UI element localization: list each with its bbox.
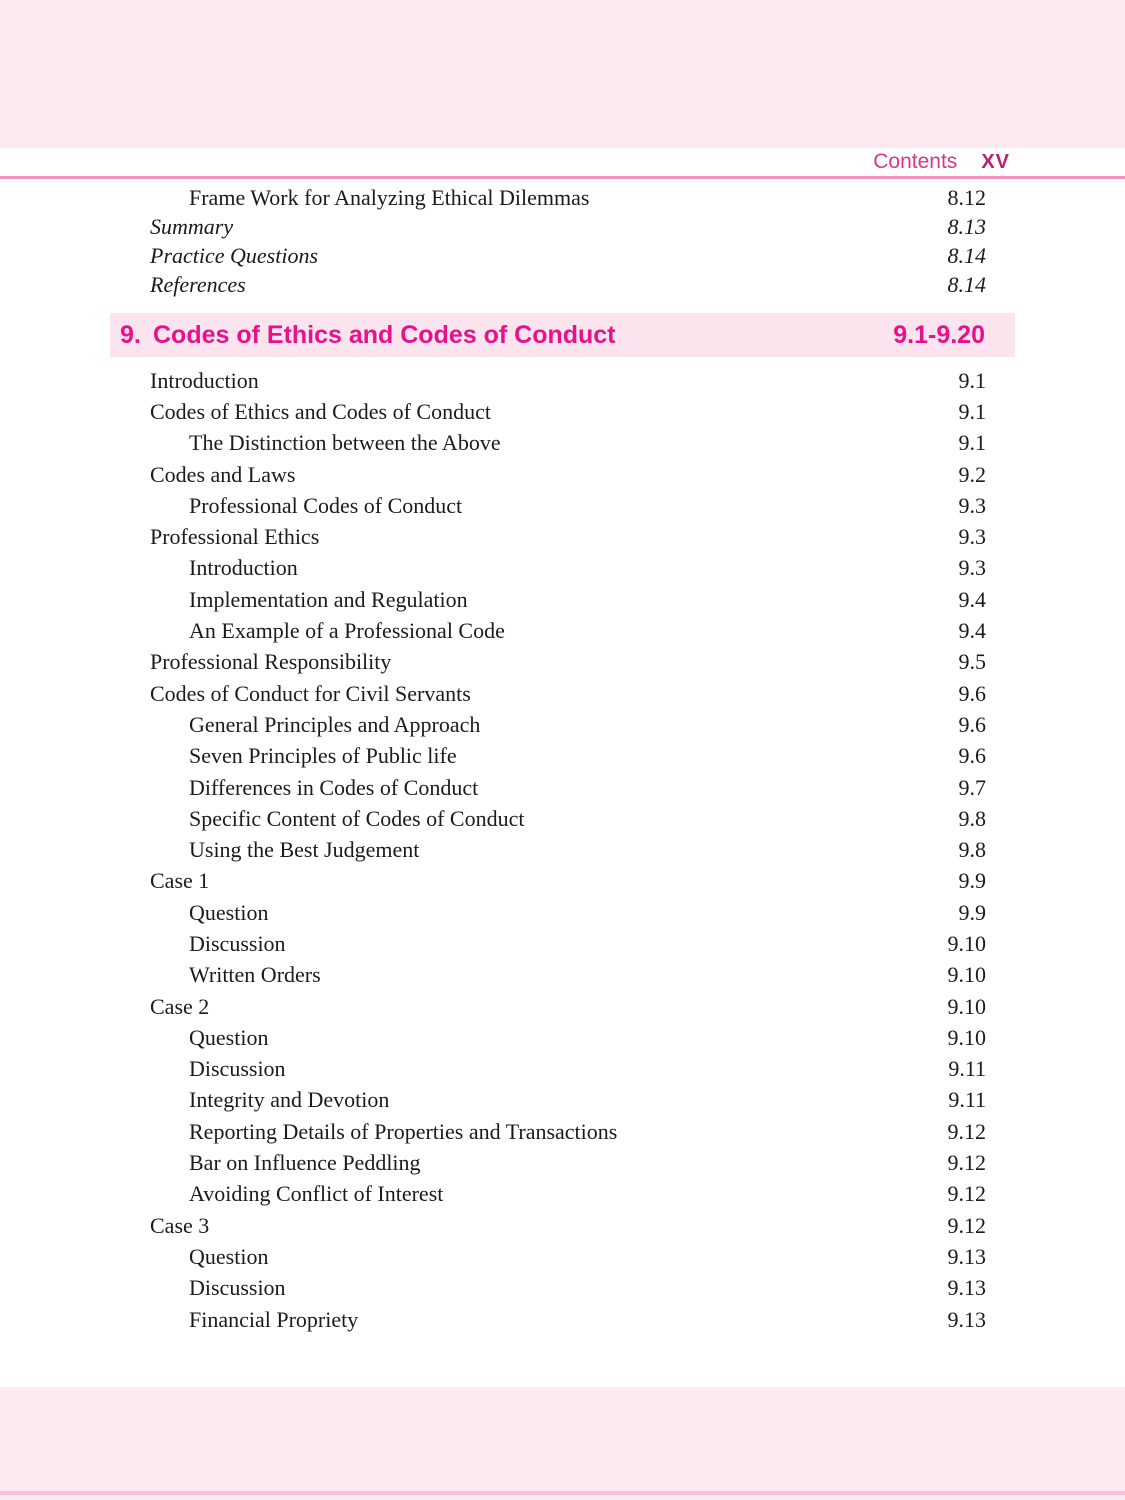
toc-entry-page: 9.13 bbox=[947, 1306, 986, 1332]
toc-entry bbox=[150, 490, 986, 521]
toc-entry bbox=[150, 183, 986, 212]
toc-entry bbox=[150, 365, 986, 396]
toc-entry bbox=[150, 1179, 986, 1210]
toc-entry-page: 9.1 bbox=[958, 430, 986, 456]
toc-entry-page: 9.4 bbox=[958, 586, 986, 612]
toc-entry bbox=[150, 647, 986, 678]
toc-entry-label: Discussion bbox=[189, 1056, 286, 1082]
front-matter-rows bbox=[150, 183, 986, 299]
toc-entry bbox=[150, 960, 986, 991]
toc-entry-page: 9.11 bbox=[948, 1087, 986, 1113]
toc-entry-page: 8.14 bbox=[947, 242, 986, 268]
toc-entry-page: 9.6 bbox=[958, 711, 986, 737]
toc-entry bbox=[150, 741, 986, 772]
toc-entry-label: Summary bbox=[150, 213, 234, 239]
toc-entry bbox=[150, 584, 986, 615]
toc-entry-label: Professional Ethics bbox=[150, 524, 320, 550]
toc-entry bbox=[150, 396, 986, 427]
toc-entry-page: 9.3 bbox=[958, 492, 986, 518]
toc-entry-page: 9.6 bbox=[958, 680, 986, 706]
toc-entry-label: Financial Propriety bbox=[189, 1306, 359, 1332]
toc-entry bbox=[150, 1085, 986, 1116]
toc-entry-page: 9.12 bbox=[947, 1118, 986, 1144]
toc-entry bbox=[150, 928, 986, 959]
toc-entry-label: Reporting Details of Properties and Transactions bbox=[189, 1118, 618, 1144]
bottom-edge-line bbox=[0, 1491, 1125, 1495]
toc-entry-label: References bbox=[150, 271, 246, 297]
running-header bbox=[0, 148, 1125, 176]
toc-entry bbox=[150, 678, 986, 709]
toc-entry-page: 9.13 bbox=[947, 1275, 986, 1301]
toc-entry-page: 9.12 bbox=[947, 1212, 986, 1238]
toc-entry-page: 9.3 bbox=[958, 524, 986, 550]
toc-entry bbox=[150, 991, 986, 1022]
toc-entry-label: Case 2 bbox=[150, 993, 210, 1019]
toc-entry-label: An Example of a Professional Code bbox=[189, 618, 505, 644]
toc-entry-label: Question bbox=[189, 1243, 269, 1269]
bottom-margin-band bbox=[0, 1387, 1125, 1500]
toc-entry bbox=[150, 241, 986, 270]
chapter-heading-bar bbox=[110, 313, 1015, 357]
toc-entry-page: 8.12 bbox=[947, 184, 986, 210]
toc-entry-label: The Distinction between the Above bbox=[189, 430, 501, 456]
toc-entry bbox=[150, 553, 986, 584]
toc-entry bbox=[150, 521, 986, 552]
toc-entry-page: 8.14 bbox=[947, 271, 986, 297]
toc-entry bbox=[150, 709, 986, 740]
toc-entry-label: Integrity and Devotion bbox=[189, 1087, 390, 1113]
toc-entry bbox=[150, 803, 986, 834]
toc-entry bbox=[150, 866, 986, 897]
toc-entry-page: 9.12 bbox=[947, 1181, 986, 1207]
toc-entry-page: 9.4 bbox=[958, 618, 986, 644]
toc-entry-label: Frame Work for Analyzing Ethical Dilemmas bbox=[189, 184, 590, 210]
toc-entry-label: Case 1 bbox=[150, 868, 210, 894]
toc-entry-label: General Principles and Approach bbox=[189, 711, 481, 737]
toc-entry-page: 9.2 bbox=[958, 461, 986, 487]
toc-entry bbox=[150, 615, 986, 646]
toc-entry-label: Codes and Laws bbox=[150, 461, 296, 487]
toc-entry bbox=[150, 212, 986, 241]
toc-entry-page: 9.8 bbox=[958, 837, 986, 863]
toc-entry-label: Question bbox=[189, 899, 269, 925]
chapter-number: 9. bbox=[120, 320, 141, 349]
chapter-page-range: 9.1-9.20 bbox=[893, 320, 985, 349]
toc-entry-page: 9.9 bbox=[958, 899, 986, 925]
toc-entry-page: 9.9 bbox=[958, 868, 986, 894]
toc-entry bbox=[150, 772, 986, 803]
toc-entry-label: Discussion bbox=[189, 1275, 286, 1301]
toc-entry-page: 8.13 bbox=[947, 213, 986, 239]
toc-entry-label: Introduction bbox=[150, 367, 259, 393]
toc-entry-label: Bar on Influence Peddling bbox=[189, 1150, 421, 1176]
toc-entry-label: Differences in Codes of Conduct bbox=[189, 774, 479, 800]
toc-entry-label: Avoiding Conflict of Interest bbox=[189, 1181, 444, 1207]
toc-entry-label: Written Orders bbox=[189, 962, 321, 988]
toc-entry bbox=[150, 1304, 986, 1335]
toc-entry-label: Question bbox=[189, 1024, 269, 1050]
toc-entry bbox=[150, 1147, 986, 1178]
toc-entry-page: 9.5 bbox=[958, 649, 986, 675]
toc-entry-label: Specific Content of Codes of Conduct bbox=[189, 805, 525, 831]
toc-entry bbox=[150, 897, 986, 928]
toc-entry-label: Discussion bbox=[189, 930, 286, 956]
toc-entry bbox=[150, 459, 986, 490]
chapter-title: Codes of Ethics and Codes of Conduct bbox=[153, 320, 616, 349]
toc-entry-label: Introduction bbox=[189, 555, 298, 581]
toc-entry-page: 9.11 bbox=[948, 1056, 986, 1082]
toc-entry-label: Professional Codes of Conduct bbox=[189, 492, 463, 518]
toc-entry bbox=[150, 1273, 986, 1304]
toc-entry-page: 9.13 bbox=[947, 1243, 986, 1269]
toc-entry-page: 9.8 bbox=[958, 805, 986, 831]
toc-entry-page: 9.10 bbox=[947, 962, 986, 988]
toc-entry bbox=[150, 428, 986, 459]
toc-entry-page: 9.10 bbox=[947, 930, 986, 956]
chapter-rows bbox=[150, 365, 986, 1335]
toc-entry bbox=[150, 1116, 986, 1147]
toc-entry-page: 9.7 bbox=[958, 774, 986, 800]
toc-entry-page: 9.10 bbox=[947, 993, 986, 1019]
toc-entry-label: Codes of Ethics and Codes of Conduct bbox=[150, 398, 491, 424]
toc-entry-page: 9.12 bbox=[947, 1150, 986, 1176]
top-margin-band bbox=[0, 0, 1125, 148]
toc-entry bbox=[150, 1241, 986, 1272]
toc-entry-label: Codes of Conduct for Civil Servants bbox=[150, 680, 471, 706]
toc-entry bbox=[150, 1054, 986, 1085]
running-header-title: Contents bbox=[873, 150, 958, 173]
toc-entry-page: 9.3 bbox=[958, 555, 986, 581]
toc-entry bbox=[150, 834, 986, 865]
toc-entry-label: Implementation and Regulation bbox=[189, 586, 468, 612]
toc-entry-page: 9.1 bbox=[958, 367, 986, 393]
page-number-roman: XV bbox=[981, 150, 1010, 173]
toc-entry-page: 9.10 bbox=[947, 1024, 986, 1050]
toc-entry bbox=[150, 270, 986, 299]
toc-entry-label: Seven Principles of Public life bbox=[189, 743, 457, 769]
toc-entry-label: Professional Responsibility bbox=[150, 649, 392, 675]
toc-entry bbox=[150, 1210, 986, 1241]
toc-entry-label: Practice Questions bbox=[150, 242, 319, 268]
toc-entry-page: 9.1 bbox=[958, 398, 986, 424]
toc-entry-label: Case 3 bbox=[150, 1212, 210, 1238]
toc-entry-label: Using the Best Judgement bbox=[189, 837, 420, 863]
table-of-contents bbox=[120, 183, 986, 1335]
toc-entry-page: 9.6 bbox=[958, 743, 986, 769]
toc-entry bbox=[150, 1022, 986, 1053]
header-rule-divider bbox=[0, 176, 1125, 179]
